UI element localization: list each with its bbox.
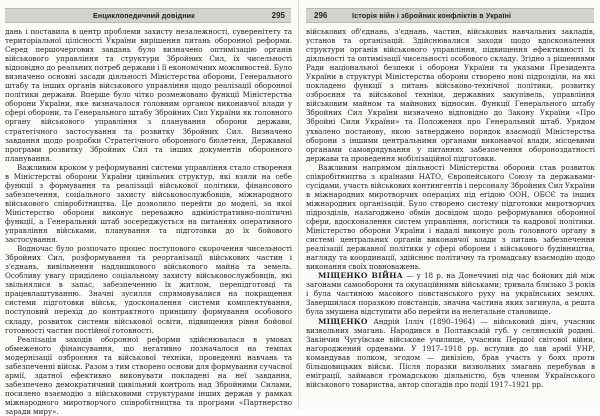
entry-text: Андрій Ілліч (1890–1964) — військовий діяч, учасник визвольних змагань. Народився в Полтавській губ. у селянській родині. Закінчив Чугуївське військове училище, учасник Першої світової війни, нагороджений орденами. У 1917–1918 рр. вступив до лав армії УНР, командував полком, згодом — дивізією, брав участь у боях проти більшовицьких військ. Після поразки визвольних змагань перебував в еміграції, займався громадською діяльністю, був членом Українського військового товариства, автор спогадів про події 1917–1921 рр. — [306, 316, 596, 389]
right-page-number: 296 — [314, 11, 328, 20]
encyclopedia-entry — [306, 317, 595, 389]
left-page-number: 295 — [271, 11, 285, 20]
paragraph: Реалізація заходів оборонної реформи здійснювалася в умовах обмеженого фінансування, що негативно позначалося на темпах модернізації озброєння та військової техніки, проведенні навчань та забезпеченні військ. Разом з тим створено основи для формування сучасної армії, здатної ефективно виконувати покладені на неї завдання, забезпечено демократичний цивільний контроль над Збройними Силами, посилено взаємодію з військовими структурами інших держав у рамках міжнародного миротворчого співробітництва та програми «Партнерство заради миру». — [5, 334, 292, 416]
left-page — [3, 0, 295, 416]
left-running-header — [5, 8, 291, 23]
left-header-title: Енциклопедичний довідник — [93, 11, 195, 20]
entry-headword: МІЩЕНКО — [318, 316, 368, 326]
paragraph: Водночас було розпочато процес поступового скорочення чисельності Збройних Сил, розформування та реорганізації військових частин і з'єднань, вивільнення надлишкового військового майна та земель. Особливу увагу приділено соціальному захисту військовослужбовців, які звільнялися в запас, забезпеченню їх житлом, перепідготовці та працевлаштуванню. Значні зусилля спрямовувалися на покращення системи підготовки військ, удосконалення системи комплектування, поступовий перехід до контрактного принципу формування особового складу, розвиток системи військової освіти, підвищення рівня бойової готовності частин постійної готовності. — [5, 244, 292, 335]
paragraph: Важливим напрямом діяльності Міністерства оборони став розвиток співробітництва з країнами НАТО, Європейського Союзу та державами-сусідами, участь військових контингентів і персоналу Збройних Сил України в міжнародних миротворчих операціях під егідою ООН, ОБСЄ та інших міжнародних організацій. Було створено систему підготовки миротворчих підрозділів, налагоджено обмін досвідом щодо реформування оборонної сфери, вдосконалення систем управління, логістики та кадрової політики. Міністерство оборони України і надалі виконує роль головного органу в системі центральних органів виконавчої влади з питань забезпечення реалізації державної політики у сфері оборони і військового будівництва, нагляду та координації, здійснює політичну та громадську взаємодію щодо виконання своїх повноважень. — [306, 162, 595, 272]
right-body-text — [306, 27, 595, 405]
encyclopedia-entry — [306, 271, 595, 316]
entry-headword: МІЩЕНКО ВІЙНА — [318, 271, 403, 281]
right-header-title: Історія війн і збройних конфліктів в Україні — [352, 11, 512, 20]
entry-text: — у 18 р. на Донеччині під час бойових дій між загонами самооборони та окупаційними військами; тривала близько 3 років і була частиною масового повстанського руху на українських землях. Завершилася поразкою повстанців, значна частина яких загинула, а решта була змушена відступити або перейти на нелегальне становище. — [306, 271, 595, 317]
paragraph: військових об'єднань, з'єднань, частин, військових навчальних закладів, установ та організацій. Здійснювалися заходи щодо вдосконалення структури органів військового управління, підвищення ефективності їх діяльності та оптимізації чисельності особового складу. Згідно з рішеннями Ради національної безпеки і оборони України та указами Президента України в структурі Міністерства оборони створено нові підрозділи, на які покладено функції з питань військово-технічної політики, розвитку озброєння та військової техніки, державних закупівель, управління військовим майном та майнових відносин. Функції Генерального штабу Збройних Сил України визначено відповідно до Закону України «Про Збройні Сили України» та Положення про Генеральний штаб. Урядом ухвалено постанову, якою затверджено порядок взаємодії Міністерства оборони з іншими центральними органами виконавчої влади, місцевими органами самоврядування у питаннях забезпечення обороноздатності держави та проведення мобілізаційної підготовки. — [306, 27, 595, 163]
book-gutter — [298, 0, 299, 409]
left-body-text — [5, 27, 292, 416]
right-page — [302, 0, 598, 409]
right-running-header — [306, 8, 594, 23]
paragraph: Важливим кроком у реформуванні системи управління стало створення в Міністерстві оборони України цивільних структур, які взяли на себе функції з формування та реалізації військової політики, фінансового забезпечення, соціального захисту військовослужбовців, міжнародного військового співробітництва. Це дозволило перейти до моделі, за якої Міністерство оборони виконує переважно адміністративно-політичні функції, а Генеральний штаб зосереджується на питаннях оперативного управління військами, планування та підготовки до їх бойового застосування. — [5, 162, 292, 245]
paragraph: дань і поставила в центр проблеми захисту незалежності, суверенітету та територіальної цілісності України вирішення питань оборонної реформи. Серед першочергових завдань було визначено оптимізацію органів військового управління та структури Збройних Сил, їх чисельності відповідно до реальних потреб держави і її економічних можливостей. Було визначено основні засади діяльності Міністерства оборони, Генерального штабу та інших органів військового управління щодо реалізації оборонної політики держави. Вперше було чітко розмежовано функції Міністерства оборони України, яке визначалося головним органом виконавчої влади у сфері оборони, та Генерального штабу Збройних Сил України як головного органу військового управління з планування оборони держави, стратегічного застосування та розвитку Збройних Сил. Визначено завдання щодо розробки Стратегічного оборонного бюлетеня, Державної програми розвитку Збройних Сил та інших документів оборонного планування. — [5, 27, 292, 163]
